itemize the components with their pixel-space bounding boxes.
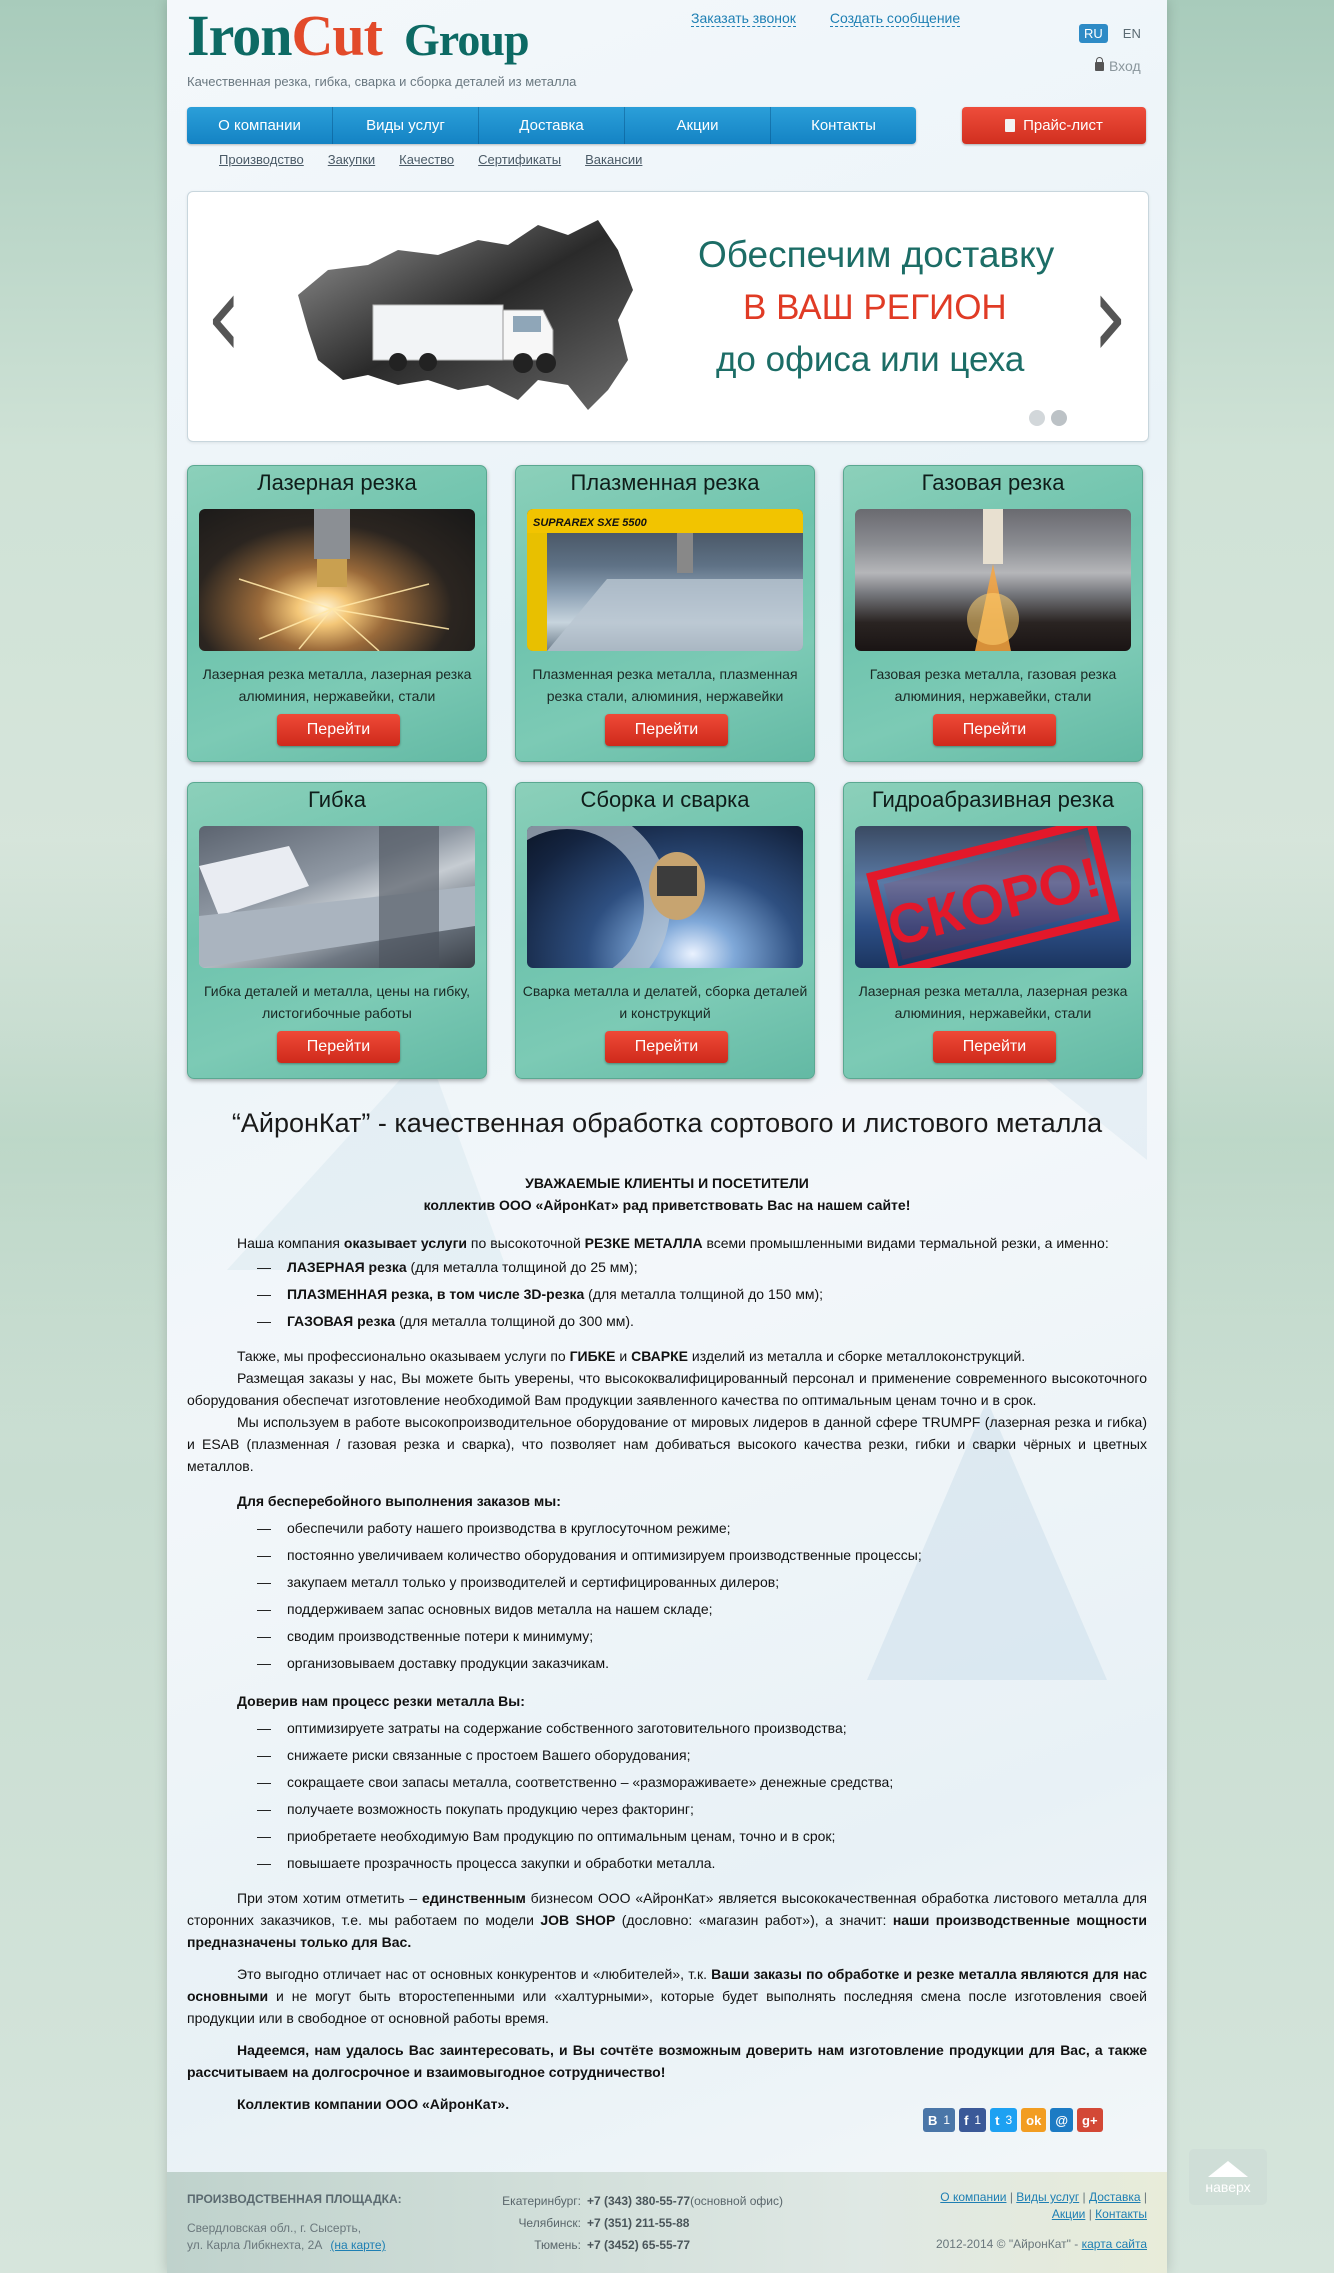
machine-label: SUPRAREX SXE 5500 xyxy=(533,517,647,529)
card-go-button[interactable]: Перейти xyxy=(605,1031,728,1063)
list-item: — повышаете прозрачность процесса закупки и обработки металла. xyxy=(257,1850,1147,1877)
slider-line3: до офиса или цеха xyxy=(716,340,1025,379)
benefits-list xyxy=(257,1715,1147,1877)
waterjet-image xyxy=(855,826,1131,968)
phone-city: Тюмень: xyxy=(534,2238,581,2252)
mailru-share-button[interactable]: @ xyxy=(1050,2108,1073,2132)
phone-city: Челябинск: xyxy=(518,2216,581,2230)
card-description: Плазменная резка металла, плазменная резка стали, алюминия, нержавейки xyxy=(532,666,798,704)
card-description: Лазерная резка металла, лазерная резка алюминия, нержавейки, стали xyxy=(202,666,472,704)
service-card-bending xyxy=(187,782,487,1079)
welding-image xyxy=(527,826,803,968)
list-item: — приобретаете необходимую Вам продукцию по оптимальным ценам, точно и в срок; xyxy=(257,1823,1147,1850)
subnav-purchases[interactable]: Закупки xyxy=(327,152,376,167)
slider-dot-active[interactable] xyxy=(1051,410,1067,426)
phone-number: +7 (343) 380-55-77 xyxy=(587,2194,691,2208)
service-card-laser xyxy=(187,465,487,762)
footer-address xyxy=(187,2220,386,2254)
equipment-paragraph: Мы используем в работе высокопроизводительное оборудование от мировых лидеров в данной сфере TRUMPF (лазерная резка и гибка) и ESAB (плазменная / газовая резка и сварка), что позволяет нам добиваться высокого качества резки, гибки и сварки чёрных и цветных металлов. xyxy=(187,1414,1147,1474)
nav-item-promotions[interactable]: Акции xyxy=(625,107,771,144)
footer-phones xyxy=(377,2190,783,2256)
card-go-button[interactable]: Перейти xyxy=(933,714,1056,746)
slider-dots xyxy=(1029,410,1067,426)
right-background xyxy=(1167,0,1334,2273)
social-share xyxy=(923,2108,1103,2132)
calculator-icon xyxy=(1005,119,1015,132)
phone-city: Екатеринбург: xyxy=(502,2194,581,2208)
quality-paragraph: Размещая заказы у нас, Вы можете быть уверены, что высококвалифицированный персонал и применение современного высокоточного оборудования обеспечат изготовление необходимой Вам продукции заявленного качества по оптимальным ценам точно и в срок. xyxy=(187,1370,1147,1408)
phone-number: +7 (351) 211-55-88 xyxy=(587,2216,690,2230)
facebook-share-button[interactable]: f 1 xyxy=(959,2108,986,2132)
slider-line1: Обеспечим доставку xyxy=(698,234,1055,275)
list-item: — сводим производственные потери к минимуму; xyxy=(257,1623,1147,1650)
footer-link-about[interactable]: О компании xyxy=(940,2190,1007,2204)
slider-next-arrow[interactable]: › xyxy=(1092,248,1128,385)
advantage-paragraph: Это выгодно отличает нас от основных конкурентов и «любителей», т.к. Ваши заказы по обработке и резке металла являются для нас основными и не могут быть второстепенными или «халтурными», которые будет выполнять последняя смена после изготовления своей продукции или в свободное от основной работы время. xyxy=(187,1966,1147,2026)
gas-cutting-image xyxy=(855,509,1131,651)
price-list-label: Прайс-лист xyxy=(1023,117,1103,134)
card-description: Сварка металла и делатей, сборка деталей и конструкций xyxy=(522,983,808,1021)
nav-item-delivery[interactable]: Доставка xyxy=(479,107,625,144)
language-switch xyxy=(1079,24,1146,43)
list-item: — снижаете риски связанные с простоем Вашего оборудования; xyxy=(257,1742,1147,1769)
lang-ru[interactable]: RU xyxy=(1079,24,1108,43)
copyright: 2012-2014 © "АйронКат" - карта сайта xyxy=(935,2237,1147,2251)
price-list-button[interactable] xyxy=(962,107,1146,144)
logo-cut: Cut xyxy=(291,3,382,68)
reliability-list xyxy=(257,1515,1147,1677)
tagline: Качественная резка, гибка, сварка и сборка деталей из металла xyxy=(187,74,577,89)
subnav-production[interactable]: Производство xyxy=(219,152,304,167)
card-title: Сборка и сварка xyxy=(580,787,750,812)
lock-icon xyxy=(1095,62,1104,71)
vk-share-button[interactable]: В 1 xyxy=(923,2108,955,2132)
address-line1: Свердловская обл., г. Сысерть, xyxy=(187,2221,362,2235)
card-go-button[interactable]: Перейти xyxy=(933,1031,1056,1063)
card-title: Гибка xyxy=(308,787,366,812)
scroll-to-top-label: наверх xyxy=(1205,2179,1251,2195)
address-line2: ул. Карла Либкнехта, 2А xyxy=(187,2238,323,2252)
odnoklassniki-share-button[interactable]: ok xyxy=(1021,2108,1046,2132)
twitter-share-button[interactable]: t 3 xyxy=(990,2108,1017,2132)
nav-item-contacts[interactable]: Контакты xyxy=(811,117,876,134)
list-item: — обеспечили работу нашего производства в круглосуточном режиме; xyxy=(257,1515,1147,1542)
benefits-subheading: Доверив нам процесс резки металла Вы: xyxy=(237,1693,525,1709)
reliability-subheading: Для бесперебойного выполнения заказов мы: xyxy=(237,1493,561,1509)
jobshop-paragraph: При этом хотим отметить – единственным бизнесом ООО «АйронКат» является высококачественная обработка листового металла для сторонних заказчиков, т.е. мы работаем по модели JOB SHOP (дословно: «магазин работ»), а значит: наши производственные мощности предназначены только для Вас. xyxy=(187,1890,1148,1950)
cut-types-list xyxy=(257,1254,1147,1335)
list-item: — получаете возможность покупать продукцию через факторинг; xyxy=(257,1796,1147,1823)
card-go-button[interactable]: Перейти xyxy=(277,714,400,746)
subnav-vacancies[interactable]: Вакансии xyxy=(585,152,643,167)
list-item: — поддерживаем запас основных видов металла на нашем складе; xyxy=(257,1596,1147,1623)
intro-paragraph: Наша компания оказывает услуги по высокоточной РЕЗКЕ МЕТАЛЛА всеми промышленными видами термальной резки, а именно: xyxy=(237,1235,1109,1251)
footer-link-delivery[interactable]: Доставка xyxy=(1089,2190,1141,2204)
nav-item-about[interactable]: О компании xyxy=(187,107,333,144)
plasma-cutting-image xyxy=(527,509,803,651)
create-message-link[interactable]: Создать сообщение xyxy=(829,10,961,26)
sitemap-link[interactable]: карта сайта xyxy=(1081,2237,1147,2251)
card-description: Лазерная резка металла, лазерная резка алюминия, нержавейки, стали xyxy=(858,983,1128,1021)
login-label: Вход xyxy=(1109,58,1141,74)
list-item: — закупаем металл только у производителей и сертифицированных дилеров; xyxy=(257,1569,1147,1596)
card-title: Лазерная резка xyxy=(257,470,417,495)
card-go-button[interactable]: Перейти xyxy=(277,1031,400,1063)
top-links xyxy=(691,10,990,26)
list-item: — сокращаете свои запасы металла, соответственно – «размораживаете» денежные средства; xyxy=(257,1769,1147,1796)
phone-note: (основной офис) xyxy=(690,2194,784,2208)
arrow-up-icon xyxy=(1208,2161,1248,2177)
article-body xyxy=(187,1172,1147,2115)
googleplus-share-button[interactable]: g+ xyxy=(1077,2108,1103,2132)
login-link[interactable] xyxy=(1095,58,1141,74)
card-description: Гибка деталей и металла, цены на гибку, листогибочные работы xyxy=(204,983,470,1021)
card-title: Гидроабразивная резка xyxy=(871,787,1115,812)
footer xyxy=(167,2172,1167,2273)
card-title: Плазменная резка xyxy=(570,470,760,495)
slider-dot[interactable] xyxy=(1029,410,1045,426)
list-item: — организовываем доставку продукции заказчикам. xyxy=(257,1650,1147,1677)
closing-paragraph: Надеемся, нам удалось Вас заинтересовать, и Вы сочтёте возможным доверить нам изготовление продукции для Вас, а также рассчитываем на долгосрочное и взаимовыгодное сотрудничество! xyxy=(187,2042,1147,2080)
phone-number: +7 (3452) 65-55-77 xyxy=(587,2238,691,2252)
list-item: — постоянно увеличиваем количество оборудования и оптимизируем производственные процессы; xyxy=(257,1542,1147,1569)
greeting-line2: коллектив ООО «АйронКат» рад приветствовать Вас на нашем сайте! xyxy=(423,1197,911,1213)
nav-item-services[interactable]: Виды услуг xyxy=(333,107,479,144)
slider-prev-arrow[interactable]: ‹ xyxy=(206,248,242,385)
card-title: Газовая резка xyxy=(921,470,1065,495)
coming-soon-stamp: СКОРО! xyxy=(881,844,1107,959)
services-paragraph: Также, мы профессионально оказываем услуги по ГИБКЕ и СВАРКЕ изделий из металла и сборке металлоконструкций. xyxy=(237,1348,1026,1364)
hero-slider xyxy=(187,191,1149,442)
greeting-line1: УВАЖАЕМЫЕ КЛИЕНТЫ И ПОСЕТИТЕЛИ xyxy=(525,1175,809,1191)
left-background xyxy=(0,0,167,2273)
service-card-welding xyxy=(515,782,815,1079)
list-item: — оптимизируете затраты на содержание собственного заготовительного производства; xyxy=(257,1715,1147,1742)
map-link[interactable]: (на карте) xyxy=(330,2238,386,2252)
list-item: — ПЛАЗМЕННАЯ резка, в том числе 3D-резка (для металла толщиной до 150 мм); xyxy=(257,1281,1147,1308)
lang-en[interactable]: EN xyxy=(1122,26,1141,41)
sub-nav xyxy=(219,152,642,167)
page-container xyxy=(167,0,1167,2273)
footer-link-promotions[interactable]: Акции xyxy=(1051,2207,1086,2221)
scroll-to-top-button[interactable] xyxy=(1189,2149,1267,2205)
russia-map-truck-image xyxy=(288,210,648,420)
logo[interactable] xyxy=(187,3,529,70)
list-item: — ЛАЗЕРНАЯ резка (для металла толщиной до 25 мм); xyxy=(257,1254,1147,1281)
laser-cutting-image xyxy=(199,509,475,651)
subnav-certificates[interactable]: Сертификаты xyxy=(478,152,562,167)
bending-image xyxy=(199,826,475,968)
signature-paragraph: Коллектив компании ООО «АйронКат». xyxy=(237,2096,510,2112)
footer-links: О компании | Виды услуг | Доставка | Акции | Контакты xyxy=(940,2190,1147,2221)
order-call-link[interactable]: Заказать звонок xyxy=(691,10,796,26)
logo-group: Group xyxy=(404,14,529,65)
service-card-gas xyxy=(843,465,1143,762)
service-card-plasma xyxy=(515,465,815,762)
footer-link-services[interactable]: Виды услуг xyxy=(1016,2190,1080,2204)
service-card-waterjet xyxy=(843,782,1143,1079)
page-heading: “АйронКат” - качественная обработка сортового и листового металла xyxy=(231,1108,1103,1138)
list-item: — ГАЗОВАЯ резка (для металла толщиной до 300 мм). xyxy=(257,1308,1147,1335)
logo-iron: Iron xyxy=(187,3,292,68)
card-description: Газовая резка металла, газовая резка алюминия, нержавейки, стали xyxy=(869,666,1117,704)
card-go-button[interactable]: Перейти xyxy=(605,714,728,746)
footer-title: ПРОИЗВОДСТВЕННАЯ ПЛОЩАДКА: xyxy=(187,2192,402,2206)
subnav-quality[interactable]: Качество xyxy=(399,152,455,167)
slider-line2: В ВАШ РЕГИОН xyxy=(743,288,1007,327)
footer-link-contacts[interactable]: Контакты xyxy=(1095,2207,1147,2221)
main-nav xyxy=(187,107,916,144)
